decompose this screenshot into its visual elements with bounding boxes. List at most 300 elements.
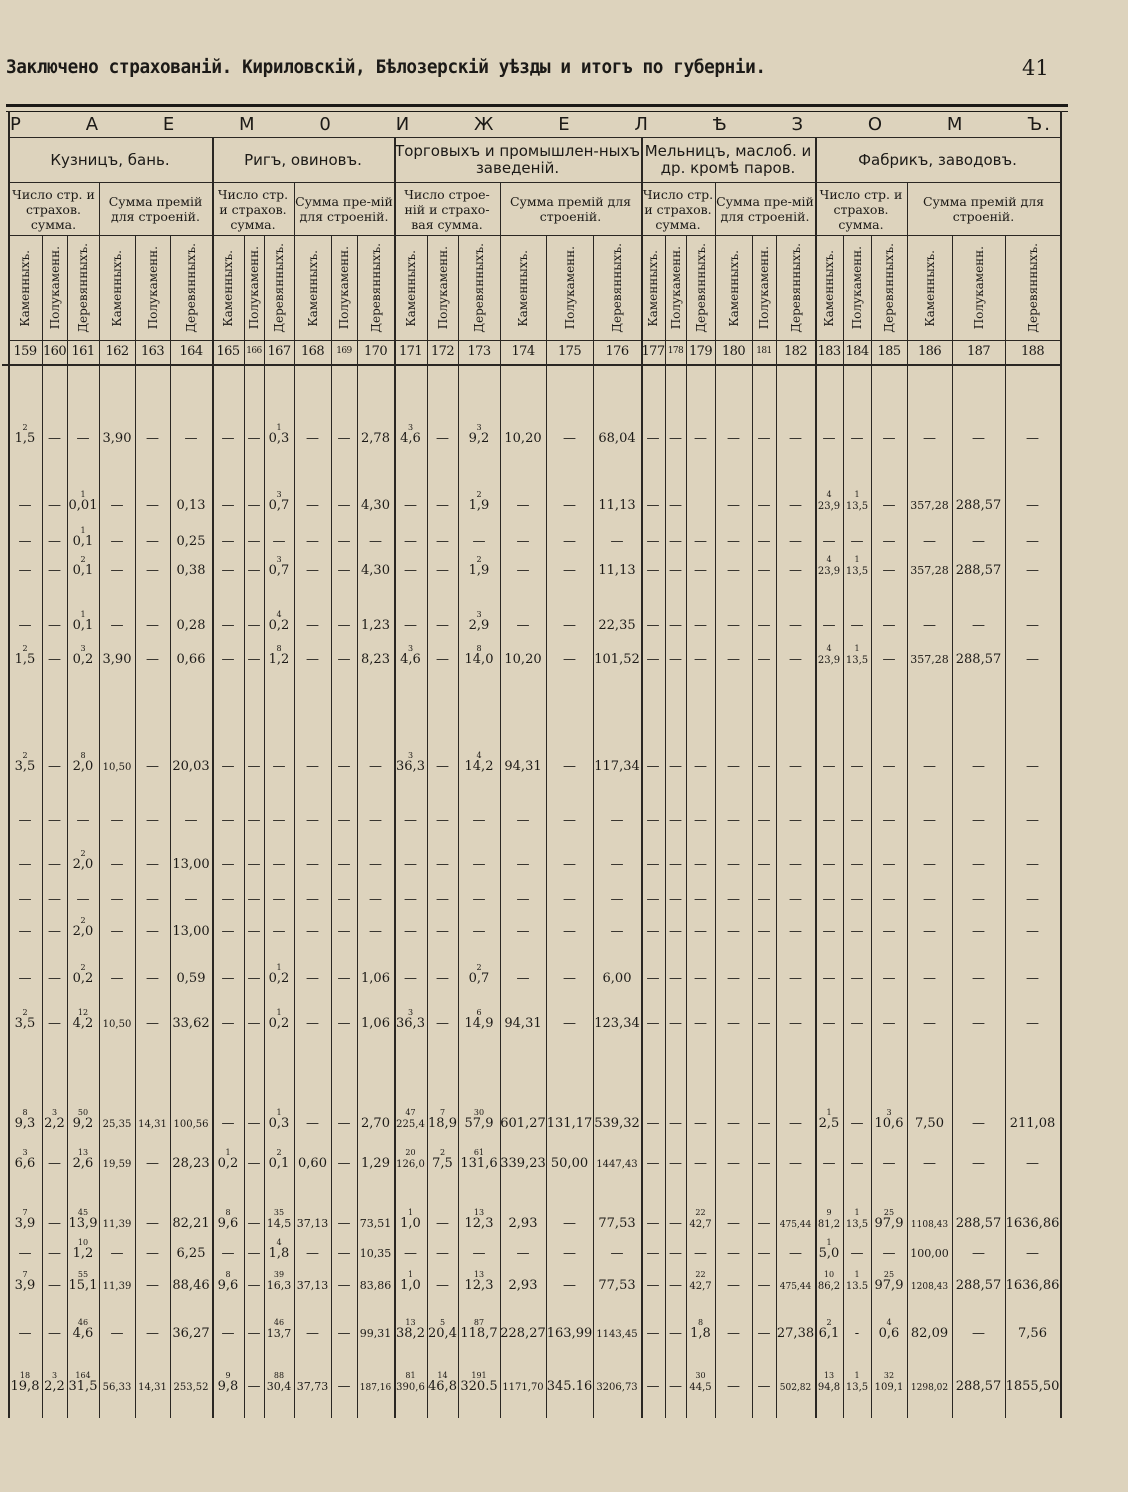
table-cell <box>212 1208 244 1230</box>
table-cell <box>776 490 815 512</box>
table-cell <box>641 555 665 577</box>
table-cell <box>715 526 752 548</box>
cell-value: — <box>563 1246 576 1261</box>
table-cell <box>331 1270 357 1292</box>
table-cell <box>815 1108 843 1130</box>
table-cell <box>357 490 394 512</box>
table-cell <box>212 610 244 632</box>
table-cell <box>331 490 357 512</box>
table-cell <box>715 805 752 827</box>
cell-value: — <box>789 652 802 667</box>
cell-value: — <box>146 857 159 872</box>
table-cell <box>907 1270 952 1294</box>
table-cell <box>135 916 170 938</box>
spaced-heading-letter: Ѣ <box>712 114 729 135</box>
table-cell <box>1005 751 1060 773</box>
table-cell <box>427 490 458 512</box>
group-header: Мельницъ, маслоб. и др. кромѣ паров. <box>644 142 812 177</box>
cell-value: 1636,86 <box>1005 1216 1060 1231</box>
table-cell <box>427 1148 458 1170</box>
table-cell <box>8 423 42 445</box>
subgroup-header: Сумма пре-мій для строеній. <box>716 194 814 224</box>
table-cell <box>458 610 500 632</box>
column-number: 175 <box>557 343 581 359</box>
cell-count: 46 <box>77 1318 89 1327</box>
cell-count: 2 <box>476 490 482 499</box>
material-header <box>294 236 331 340</box>
cell-count: 8 <box>22 1108 28 1117</box>
spaced-heading <box>10 114 1052 135</box>
cell-value: 1,23 <box>361 618 390 633</box>
table-cell <box>907 526 952 548</box>
cell-value: — <box>247 1216 261 1231</box>
table-cell <box>244 916 264 938</box>
cell-value: 3,5 <box>14 1016 36 1031</box>
cell-value: — <box>516 924 530 939</box>
cell-value: — <box>337 652 351 667</box>
cell-count: 2 <box>22 1008 28 1017</box>
table-cell <box>331 1008 357 1030</box>
table-cell <box>686 423 715 445</box>
table-cell <box>752 884 776 906</box>
table-cell <box>42 1008 67 1030</box>
column-number: 180 <box>721 343 745 359</box>
cell-value: 0,7 <box>468 971 490 986</box>
cell-value: 14,0 <box>464 652 494 667</box>
table-cell <box>641 1148 665 1170</box>
table-cell <box>843 1270 871 1293</box>
table-cell <box>843 751 871 773</box>
cell-value: 1,5 <box>14 431 36 446</box>
table-cell <box>815 1008 843 1030</box>
table-cell <box>686 644 715 666</box>
table-cell <box>500 1270 546 1292</box>
cell-value: — <box>306 813 319 828</box>
table-cell <box>641 1318 665 1340</box>
cell-value: — <box>669 813 682 828</box>
cell-value: 0,3 <box>268 431 290 446</box>
cell-value: — <box>1026 618 1039 633</box>
spaced-heading-letter: О <box>867 114 885 135</box>
table-cell <box>394 1108 427 1131</box>
table-cell <box>641 963 665 985</box>
table-cell <box>546 490 593 512</box>
cell-count <box>99 1008 135 1017</box>
table-cell <box>500 1371 546 1394</box>
table-cell <box>170 490 212 512</box>
cell-value: — <box>789 498 802 513</box>
table-cell <box>776 1270 815 1294</box>
table-cell <box>135 1270 170 1292</box>
table-cell <box>1005 490 1060 512</box>
cell-value: 288,57 <box>955 1216 1002 1231</box>
table-cell <box>871 916 907 938</box>
table-cell <box>843 1108 871 1130</box>
table-cell <box>776 555 815 577</box>
table-cell <box>952 610 1005 632</box>
cell-value: 2,2 <box>44 1379 65 1394</box>
cell-value: 10,35 <box>359 1247 392 1260</box>
cell-value: — <box>789 971 802 986</box>
table-cell <box>952 963 1005 985</box>
cell-value: — <box>221 652 235 667</box>
cell-value: — <box>110 1246 124 1261</box>
table-cell <box>952 916 1005 938</box>
table-cell <box>170 884 212 906</box>
table-cell <box>212 555 244 577</box>
table-cell <box>500 1208 546 1230</box>
table-cell <box>67 1318 99 1340</box>
cell-value: — <box>221 971 235 986</box>
cell-value: — <box>516 534 530 549</box>
cell-value: — <box>146 534 159 549</box>
cell-value: — <box>789 1016 802 1031</box>
cell-value: — <box>247 924 261 939</box>
cell-value: — <box>337 431 351 446</box>
table-cell <box>42 610 67 632</box>
cell-value: — <box>404 813 417 828</box>
table-cell <box>394 555 427 577</box>
table-cell <box>427 526 458 548</box>
table-cell <box>244 884 264 906</box>
cell-value: — <box>221 431 235 446</box>
cell-value: — <box>822 534 836 549</box>
cell-value: — <box>18 857 32 872</box>
column-number: 164 <box>179 343 203 359</box>
table-cell <box>815 884 843 906</box>
cell-value: — <box>789 1116 802 1131</box>
table-cell <box>752 751 776 773</box>
cell-count: 1 <box>854 1208 860 1217</box>
cell-value: — <box>247 652 261 667</box>
table-cell <box>546 644 593 666</box>
cell-value: 539,32 <box>594 1116 640 1131</box>
table-cell <box>752 849 776 871</box>
table-cell <box>42 1371 67 1393</box>
cell-count: 20 <box>405 1148 416 1157</box>
table-cell <box>331 849 357 871</box>
cell-value: 77,53 <box>598 1278 636 1293</box>
cell-value: — <box>272 857 286 872</box>
cell-value: 14,2 <box>464 759 494 774</box>
table-cell <box>815 849 843 871</box>
table-cell <box>458 963 500 985</box>
table-cell <box>752 555 776 577</box>
table-cell <box>1005 423 1060 445</box>
cell-value: — <box>646 759 660 774</box>
table-cell <box>815 751 843 773</box>
material-label: Каменныхъ. <box>110 249 124 327</box>
material-label: Каменныхъ. <box>516 249 530 327</box>
cell-value: 320.5 <box>460 1379 498 1394</box>
cell-value: — <box>306 924 319 939</box>
table-cell <box>546 751 593 773</box>
cell-value: — <box>646 1156 660 1171</box>
cell-value: — <box>48 1156 61 1171</box>
table-cell <box>42 555 67 577</box>
cell-value: 7,5 <box>432 1156 453 1171</box>
table-cell <box>752 1208 776 1230</box>
cell-value: 18,9 <box>428 1116 457 1131</box>
table-cell <box>907 423 952 445</box>
cell-value: 1,29 <box>361 1156 390 1171</box>
cell-value: — <box>272 892 286 907</box>
cell-value: — <box>646 618 660 633</box>
material-header <box>42 236 67 340</box>
cell-value: — <box>247 892 261 907</box>
cell-value: — <box>369 759 382 774</box>
cell-count: 4 <box>476 751 482 760</box>
table-cell <box>907 1008 952 1030</box>
cell-value: — <box>436 924 449 939</box>
cell-value: — <box>404 563 417 578</box>
cell-count: 3 <box>407 1008 414 1017</box>
cell-value: — <box>923 618 936 633</box>
cell-count <box>357 1208 394 1217</box>
cell-count <box>907 1208 952 1217</box>
table-cell <box>331 1371 357 1393</box>
cell-value: — <box>694 813 707 828</box>
cell-value: — <box>1026 563 1039 578</box>
table-cell <box>427 1108 458 1130</box>
cell-count: 10 <box>77 1238 89 1247</box>
cell-count: 1 <box>854 644 860 653</box>
table-cell <box>427 1008 458 1030</box>
material-label: Деревянныхъ. <box>76 243 90 333</box>
table-cell <box>815 555 843 578</box>
table-cell <box>427 849 458 871</box>
table-cell <box>244 555 264 577</box>
cell-count: 12 <box>77 1008 89 1017</box>
table-cell <box>952 1318 1005 1340</box>
cell-value: 117,34 <box>594 759 640 774</box>
cell-value: 1,0 <box>400 1216 421 1231</box>
cell-value: 0,1 <box>72 534 94 549</box>
table-cell <box>331 805 357 827</box>
cell-value: — <box>669 1246 682 1261</box>
cell-value: — <box>1026 971 1039 986</box>
cell-value: — <box>48 813 61 828</box>
table-cell <box>546 884 593 906</box>
cell-value: — <box>306 618 319 633</box>
cell-value: — <box>669 563 682 578</box>
cell-count: 2 <box>80 916 86 925</box>
cell-value: — <box>337 857 351 872</box>
table-cell <box>715 555 752 577</box>
cell-value: 83,86 <box>359 1279 392 1292</box>
table-cell <box>212 490 244 512</box>
table-cell <box>665 884 686 906</box>
cell-value: 37,13 <box>296 1279 329 1292</box>
table-cell <box>99 963 135 985</box>
cell-value: — <box>146 1246 159 1261</box>
cell-value: — <box>822 892 836 907</box>
cell-value: — <box>972 813 985 828</box>
material-label: Полукаменн. <box>757 246 771 330</box>
cell-value: — <box>306 563 319 578</box>
material-header <box>331 236 357 340</box>
material-header <box>244 236 264 340</box>
table-cell <box>871 1371 907 1394</box>
cell-value: 2,0 <box>72 857 94 872</box>
table-cell <box>394 526 427 548</box>
cell-value: — <box>563 498 576 513</box>
table-cell <box>843 490 871 513</box>
cell-value: 3206,73 <box>596 1382 638 1393</box>
cell-value: — <box>306 857 319 872</box>
table-cell <box>458 1238 500 1260</box>
table-cell <box>244 1238 264 1260</box>
table-cell <box>264 1371 294 1393</box>
cell-value: — <box>563 759 576 774</box>
cell-value: — <box>337 1116 351 1131</box>
cell-value: — <box>146 971 159 986</box>
cell-value: 23,9 <box>817 501 841 512</box>
cell-value: — <box>850 1156 864 1171</box>
table-cell <box>686 805 715 827</box>
table-cell <box>815 423 843 445</box>
cell-value: 601,27 <box>500 1116 546 1131</box>
table-cell <box>686 963 715 985</box>
cell-value: — <box>1026 1016 1039 1031</box>
cell-value: 475,44 <box>779 1220 812 1230</box>
cell-value: 9,6 <box>217 1216 239 1231</box>
table-cell <box>665 1270 686 1292</box>
table-cell <box>815 644 843 667</box>
table-cell <box>843 423 871 445</box>
cell-value: 225,4 <box>396 1119 425 1130</box>
cell-value: — <box>789 924 802 939</box>
cell-value: 163,99 <box>546 1326 593 1341</box>
cell-value: — <box>48 1278 61 1293</box>
table-cell <box>357 644 394 666</box>
table-cell <box>665 916 686 938</box>
cell-value: — <box>822 813 836 828</box>
table-cell <box>907 751 952 773</box>
table-cell <box>907 1371 952 1395</box>
cell-value: — <box>972 1246 985 1261</box>
table-cell <box>294 849 331 871</box>
cell-value: 1,06 <box>361 1016 390 1031</box>
table-cell <box>394 751 427 773</box>
cell-value: — <box>306 1326 319 1341</box>
cell-value: — <box>646 1016 660 1031</box>
table-cell <box>331 644 357 666</box>
cell-value: 36,3 <box>396 1016 425 1031</box>
cell-value: 0,13 <box>176 498 206 513</box>
cell-value: — <box>48 1216 61 1231</box>
table-cell <box>593 1270 641 1292</box>
cell-value: — <box>247 563 261 578</box>
material-header <box>665 236 686 340</box>
cell-value: — <box>646 1326 660 1341</box>
spaced-heading-letter: Л <box>634 114 650 135</box>
cell-value: — <box>694 431 707 446</box>
cell-value: 10,50 <box>102 762 132 773</box>
cell-value: — <box>757 1016 771 1031</box>
table-cell <box>294 751 331 773</box>
table-cell <box>641 884 665 906</box>
table-cell <box>871 1318 907 1340</box>
table-cell <box>715 849 752 871</box>
cell-value: 109,1 <box>874 1382 904 1393</box>
header-bottom-rule <box>2 364 1060 366</box>
cell-count: 2 <box>276 1148 282 1157</box>
cell-count <box>170 1371 212 1380</box>
cell-value: — <box>110 563 124 578</box>
material-label: Полукаменн. <box>47 246 62 330</box>
cell-value: — <box>563 618 576 633</box>
table-cell <box>907 1208 952 1232</box>
table-cell <box>170 805 212 827</box>
cell-value: 131,17 <box>546 1116 593 1131</box>
table-cell <box>500 526 546 548</box>
table-cell <box>843 526 871 548</box>
cell-value: — <box>882 431 896 446</box>
cell-value: — <box>221 498 235 513</box>
table-cell <box>244 1208 264 1230</box>
table-cell <box>244 1108 264 1130</box>
table-cell <box>357 423 394 445</box>
cell-value: — <box>789 892 802 907</box>
table-cell <box>394 963 427 985</box>
table-cell <box>8 751 42 773</box>
cell-value: — <box>18 1246 32 1261</box>
cell-value: — <box>727 498 740 513</box>
table-cell <box>907 1108 952 1130</box>
cell-value: — <box>727 1116 740 1131</box>
table-cell <box>42 1238 67 1260</box>
cell-count <box>135 1108 170 1117</box>
cell-value: — <box>882 1246 896 1261</box>
cell-value: — <box>972 431 985 446</box>
cell-value: — <box>727 892 740 907</box>
table-cell <box>715 916 752 938</box>
table-cell <box>776 916 815 938</box>
cell-value: — <box>757 1326 771 1341</box>
cell-value: — <box>669 652 682 667</box>
table-cell <box>500 1148 546 1170</box>
table-cell <box>427 963 458 985</box>
cell-value: — <box>563 813 576 828</box>
cell-value: 19,59 <box>102 1159 132 1170</box>
cell-value: — <box>646 971 660 986</box>
cell-count: 13 <box>473 1208 485 1217</box>
table-cell <box>686 1371 715 1394</box>
cell-value: — <box>146 924 159 939</box>
table-cell <box>1005 526 1060 548</box>
material-header <box>170 236 212 340</box>
cell-value: 0,28 <box>176 618 206 633</box>
cell-value: — <box>850 431 864 446</box>
table-cell <box>394 916 427 938</box>
cell-value: — <box>822 1156 836 1171</box>
table-cell <box>686 1208 715 1231</box>
table-cell <box>952 1008 1005 1030</box>
table-cell <box>99 644 135 666</box>
material-header <box>815 236 843 340</box>
subgroup-header: Число стр. и страхов. сумма. <box>819 186 903 232</box>
cell-value: — <box>110 1326 124 1341</box>
table-cell <box>135 884 170 906</box>
cell-count: 2 <box>80 849 86 858</box>
cell-value: — <box>221 1246 235 1261</box>
table-cell <box>244 1270 264 1292</box>
table-cell <box>686 1238 715 1260</box>
table-cell <box>294 1148 331 1170</box>
cell-value: 2,5 <box>818 1116 840 1131</box>
cell-value: — <box>563 1216 576 1231</box>
